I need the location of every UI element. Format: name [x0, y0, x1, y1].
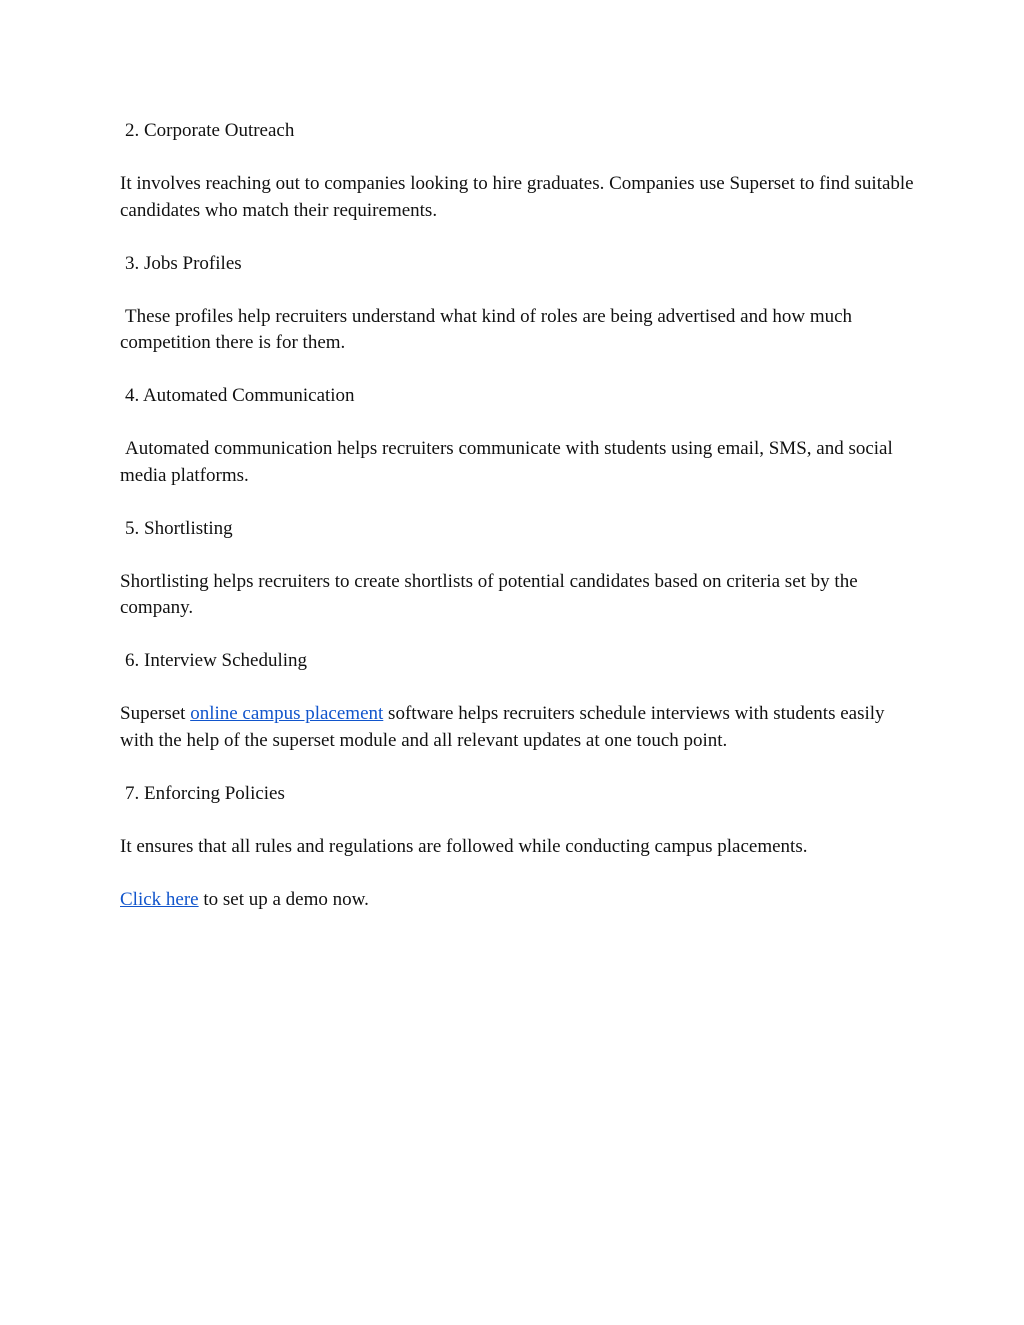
section-heading-jobs-profiles: 3. Jobs Profiles	[125, 252, 242, 274]
document-page	[120, 118, 920, 940]
section-heading-automated-communication: 4. Automated Communication	[125, 385, 355, 406]
section-body-enforcing-policies: It ensures that all rules and regulations are followed while conducting campus placements.	[120, 835, 808, 857]
section-body-jobs-profiles: These profiles help recruiters understand what kind of roles are being advertised and how much competition there is for them.	[120, 305, 853, 353]
online-campus-placement-link[interactable]: online campus placement	[190, 703, 384, 724]
section-body-automated-communication: Automated communication helps recruiters communicate with students using email, SMS, and social media platforms.	[120, 438, 893, 486]
demo-call-to-action	[120, 887, 920, 914]
section-heading-shortlisting: 5. Shortlisting	[125, 517, 233, 539]
section-body-corporate-outreach: It involves reaching out to companies looking to hire graduates. Companies use Superset to find suitable candidates who match their requirements.	[120, 173, 914, 221]
section-body-interview-scheduling	[120, 701, 920, 754]
section-heading-corporate-outreach: 2. Corporate Outreach	[125, 120, 295, 141]
body-suffix-text: software helps recruiters schedule interviews with students easily with the help of the superset module and all relevant updates at one touch point.	[120, 703, 885, 751]
cta-suffix-text: to set up a demo now.	[198, 888, 369, 910]
section-body-shortlisting: Shortlisting helps recruiters to create shortlists of potential candidates based on criteria set by the company.	[120, 570, 858, 618]
section-heading-interview-scheduling: 6. Interview Scheduling	[125, 650, 308, 671]
body-prefix-text: Superset	[120, 703, 191, 724]
click-here-link[interactable]: Click here	[120, 888, 199, 910]
section-heading-enforcing-policies: 7. Enforcing Policies	[125, 782, 285, 804]
